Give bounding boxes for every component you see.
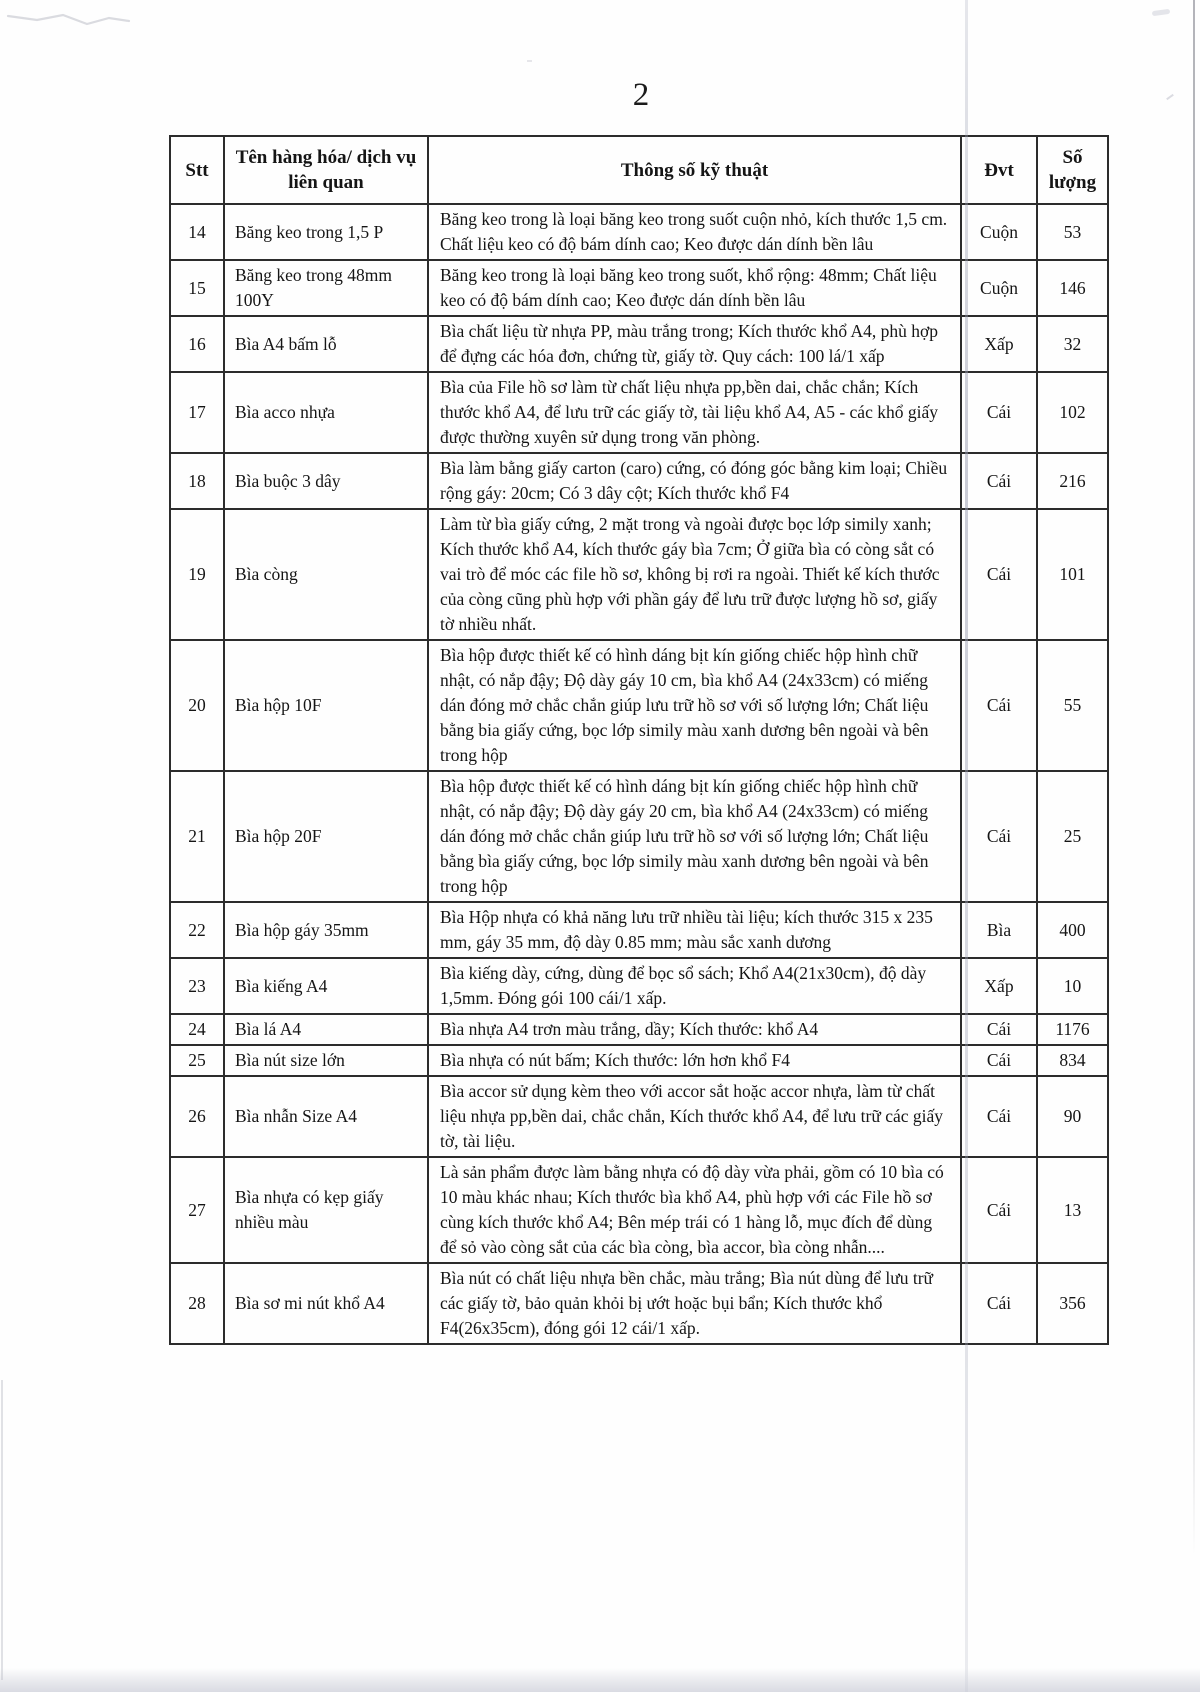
scan-right-edge-line — [1193, 0, 1195, 1692]
table-header-row — [170, 136, 1108, 204]
cell-item-name: Bìa lá A4 — [224, 1014, 428, 1045]
scan-speck — [1152, 9, 1171, 16]
cell-item-name: Bìa hộp gáy 35mm — [224, 902, 428, 958]
table-row — [170, 372, 1108, 453]
cell-specs: Bìa nhựa A4 trơn màu trắng, dầy; Kích thước: khổ A4 — [428, 1014, 961, 1045]
cell-quantity: 10 — [1037, 958, 1108, 1014]
cell-quantity: 53 — [1037, 204, 1108, 260]
cell-item-name: Bìa còng — [224, 509, 428, 640]
cell-stt: 17 — [170, 372, 224, 453]
table-row — [170, 640, 1108, 771]
table-row — [170, 1045, 1108, 1076]
cell-stt: 15 — [170, 260, 224, 316]
scan-speck — [527, 60, 532, 62]
cell-stt: 20 — [170, 640, 224, 771]
cell-stt: 14 — [170, 204, 224, 260]
cell-quantity: 102 — [1037, 372, 1108, 453]
cell-item-name: Bìa kiếng A4 — [224, 958, 428, 1014]
table-row — [170, 204, 1108, 260]
table-row — [170, 771, 1108, 902]
cell-stt: 19 — [170, 509, 224, 640]
cell-stt: 25 — [170, 1045, 224, 1076]
cell-quantity: 356 — [1037, 1263, 1108, 1344]
cell-unit: Cái — [961, 1014, 1037, 1045]
cell-stt: 18 — [170, 453, 224, 509]
cell-quantity: 146 — [1037, 260, 1108, 316]
scan-smudge-mark — [5, 8, 135, 32]
table-row — [170, 453, 1108, 509]
cell-specs: Bìa Hộp nhựa có khả năng lưu trữ nhiều tài liệu; kích thước 315 x 235 mm, gáy 35 mm, độ dày 0.85 mm; màu sắc xanh dương — [428, 902, 961, 958]
cell-specs: Bìa chất liệu từ nhựa PP, màu trắng trong; Kích thước khổ A4, phù hợp để đựng các hóa đơn, chứng từ, giấy tờ. Quy cách: 100 lá/1 xấp — [428, 316, 961, 372]
cell-quantity: 13 — [1037, 1157, 1108, 1263]
cell-specs: Bìa làm bằng giấy carton (caro) cứng, có đóng góc bằng kim loại; Chiều rộng gáy: 20cm; Có 3 dây cột; Kích thước khổ F4 — [428, 453, 961, 509]
table-row — [170, 1076, 1108, 1157]
cell-quantity: 400 — [1037, 902, 1108, 958]
cell-specs: Băng keo trong là loại băng keo trong suốt, khổ rộng: 48mm; Chất liệu keo có độ bám dính cao; Keo được dán dính bền lâu — [428, 260, 961, 316]
cell-quantity: 1176 — [1037, 1014, 1108, 1045]
cell-item-name: Bìa A4 bấm lỗ — [224, 316, 428, 372]
cell-item-name: Bìa buộc 3 dây — [224, 453, 428, 509]
cell-stt: 16 — [170, 316, 224, 372]
cell-stt: 24 — [170, 1014, 224, 1045]
cell-stt: 23 — [170, 958, 224, 1014]
supplies-table — [169, 135, 1109, 1345]
header-quantity: Số lượng — [1037, 136, 1108, 204]
cell-unit: Cuộn — [961, 260, 1037, 316]
header-stt: Stt — [170, 136, 224, 204]
cell-specs: Bìa nhựa có nút bấm; Kích thước: lớn hơn khổ F4 — [428, 1045, 961, 1076]
cell-item-name: Bìa sơ mi nút khổ A4 — [224, 1263, 428, 1344]
cell-item-name: Bìa nhẫn Size A4 — [224, 1076, 428, 1157]
cell-unit: Xấp — [961, 316, 1037, 372]
scan-bottom-shadow — [0, 1668, 1200, 1692]
cell-unit: Cái — [961, 372, 1037, 453]
cell-unit: Cái — [961, 640, 1037, 771]
cell-unit: Cái — [961, 1157, 1037, 1263]
table-row — [170, 902, 1108, 958]
scan-left-edge-line — [1, 1380, 3, 1680]
header-unit: Đvt — [961, 136, 1037, 204]
cell-item-name: Bìa nút size lớn — [224, 1045, 428, 1076]
cell-unit: Cái — [961, 1263, 1037, 1344]
cell-specs: Làm từ bìa giấy cứng, 2 mặt trong và ngoài được bọc lớp simily xanh; Kích thước khổ A4, kích thước gáy bìa 7cm; Ở giữa bìa có còng sắt có vai trò để móc các file hồ sơ, không bị rơi ra ngoài. Thiết kế kích thước của còng cũng phù hợp với phần gáy để lưu trữ được lượng hồ sơ, giấy tờ nhiều nhất. — [428, 509, 961, 640]
cell-stt: 22 — [170, 902, 224, 958]
cell-specs: Băng keo trong là loại băng keo trong suốt cuộn nhỏ, kích thước 1,5 cm. Chất liệu keo có độ bám dính cao; Keo được dán dính bền lâu — [428, 204, 961, 260]
cell-item-name: Bìa acco nhựa — [224, 372, 428, 453]
cell-specs: Bìa hộp được thiết kế có hình dáng bịt kín giống chiếc hộp hình chữ nhật, có nắp đậy; Độ dày gáy 10 cm, bìa khổ A4 (24x33cm) có miếng dán đóng mở chắc chắn giúp lưu trữ hồ sơ với số lượng lớn; Chất liệu bằng bia giấy cứng, bọc lớp simily màu xanh dương bên ngoài và bên trong hộp — [428, 640, 961, 771]
table-row — [170, 1014, 1108, 1045]
header-specs: Thông số kỹ thuật — [428, 136, 961, 204]
cell-quantity: 32 — [1037, 316, 1108, 372]
table-row — [170, 1263, 1108, 1344]
cell-unit: Cái — [961, 509, 1037, 640]
cell-unit: Bìa — [961, 902, 1037, 958]
cell-item-name: Băng keo trong 1,5 P — [224, 204, 428, 260]
cell-quantity: 90 — [1037, 1076, 1108, 1157]
cell-unit: Cái — [961, 453, 1037, 509]
cell-specs: Bìa của File hồ sơ làm từ chất liệu nhựa pp,bền dai, chắc chắn; Kích thước khổ A4, để lưu trữ các giấy tờ, tài liệu khổ A4, A5 - các khổ giấy được thường xuyên sử dụng trong văn phòng. — [428, 372, 961, 453]
cell-specs: Bìa accor sử dụng kèm theo với accor sắt hoặc accor nhựa, làm từ chất liệu nhựa pp,bền dai, chắc chắn, Kích thước khổ A4, để lưu trữ các giấy tờ, tài liệu. — [428, 1076, 961, 1157]
cell-specs: Bìa kiếng dày, cứng, dùng để bọc sổ sách; Khổ A4(21x30cm), độ dày 1,5mm. Đóng gói 100 cái/1 xấp. — [428, 958, 961, 1014]
table-row — [170, 316, 1108, 372]
cell-specs: Là sản phẩm được làm bằng nhựa có độ dày vừa phải, gồm có 10 bìa có 10 màu khác nhau; Kích thước bìa khổ A4, phù hợp với các File hồ sơ cùng kích thước khổ A4; Bên mép trái có 1 hàng lỗ, mục đích để dùng để sỏ vào còng sắt của các bìa còng, bìa accor, bìa còng nhẫn.... — [428, 1157, 961, 1263]
table-row — [170, 509, 1108, 640]
cell-unit: Cuộn — [961, 204, 1037, 260]
header-item-name: Tên hàng hóa/ dịch vụ liên quan — [224, 136, 428, 204]
cell-specs: Bìa nút có chất liệu nhựa bền chắc, màu trắng; Bìa nút dùng để lưu trữ các giấy tờ, bảo quản khỏi bị ướt hoặc bụi bẩn; Kích thước khổ F4(26x35cm), đóng gói 12 cái/1 xấp. — [428, 1263, 961, 1344]
cell-quantity: 834 — [1037, 1045, 1108, 1076]
cell-quantity: 216 — [1037, 453, 1108, 509]
table-row — [170, 1157, 1108, 1263]
table-row — [170, 958, 1108, 1014]
cell-stt: 26 — [170, 1076, 224, 1157]
cell-stt: 27 — [170, 1157, 224, 1263]
cell-unit: Xấp — [961, 958, 1037, 1014]
cell-specs: Bìa hộp được thiết kế có hình dáng bịt kín giống chiếc hộp hình chữ nhật, có nắp đậy; Độ dày gáy 20 cm, bìa khổ A4 (24x33cm) có miếng dán đóng mở chắc chắn giúp lưu trữ hồ sơ với số lượng lớn; Chất liệu bằng bìa giấy cứng, bọc lớp simily màu xanh dương bên ngoài và bên trong hộp — [428, 771, 961, 902]
cell-quantity: 55 — [1037, 640, 1108, 771]
cell-item-name: Bìa hộp 10F — [224, 640, 428, 771]
cell-unit: Cái — [961, 771, 1037, 902]
cell-item-name: Bìa nhựa có kẹp giấy nhiều màu — [224, 1157, 428, 1263]
cell-quantity: 101 — [1037, 509, 1108, 640]
table-row — [170, 260, 1108, 316]
cell-stt: 21 — [170, 771, 224, 902]
cell-quantity: 25 — [1037, 771, 1108, 902]
cell-item-name: Bìa hộp 20F — [224, 771, 428, 902]
page-number: 2 — [632, 77, 650, 113]
cell-stt: 28 — [170, 1263, 224, 1344]
cell-unit: Cái — [961, 1045, 1037, 1076]
cell-item-name: Băng keo trong 48mm 100Y — [224, 260, 428, 316]
cell-unit: Cái — [961, 1076, 1037, 1157]
